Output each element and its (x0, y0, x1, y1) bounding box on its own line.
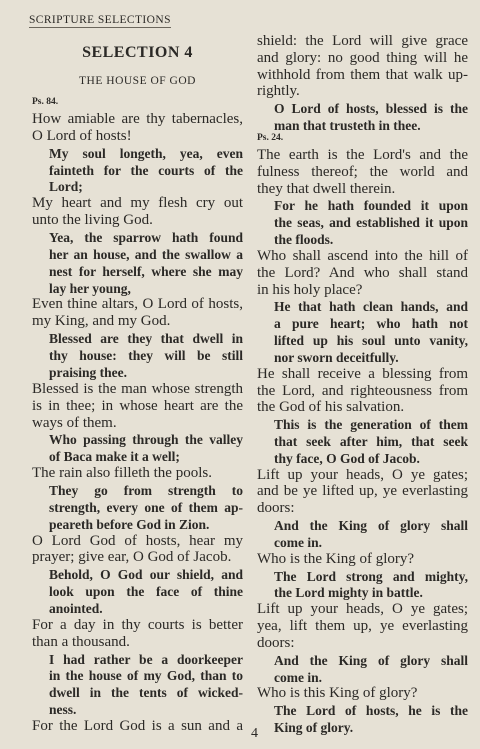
verse-line: fulness thereof; the world and (257, 163, 468, 180)
verse-response-line: peareth before God in Zion. (49, 516, 210, 532)
verse-line: O Lord of hosts! (32, 127, 132, 144)
verse-response-line: a pure heart; who hath not (274, 316, 468, 332)
verse-line: prayer; give ear, O God of Jacob. (32, 549, 232, 566)
verse-line: rightly. (257, 83, 300, 100)
verse-response-line: nor sworn deceitfully. (274, 349, 399, 365)
verse-response-line: The Lord strong and mighty, (274, 568, 468, 584)
verse-response-line: Lord; (49, 179, 83, 195)
verse-line: Even thine altars, O Lord of hosts, (32, 296, 243, 313)
verse-response-line: This is the generation of them (274, 417, 468, 433)
verse-response-line: thy house: they will be still (49, 348, 243, 364)
verse-response-line: For he hath founded it upon (274, 198, 468, 214)
verse-response-line: the seas, and established it upon (274, 215, 468, 231)
verse-line: they that dwell therein. (257, 180, 396, 197)
verse-line: For a day in thy courts is better (32, 616, 243, 633)
verse-line: the God of his salvation. (257, 399, 405, 416)
verse-line: My heart and my flesh cry out (32, 195, 243, 212)
verse-response-line: Yea, the sparrow hath found (49, 230, 243, 246)
verse-line: and glory: no good thing will he (257, 49, 468, 66)
verse-response-line: He that hath clean hands, and (274, 299, 468, 315)
verse-response-line: of Baca make it a well; (49, 449, 180, 465)
verse-response-line: the floods. (274, 232, 334, 248)
psalm-reference: Ps. 24. (257, 132, 284, 143)
verse-response-line: come in. (274, 669, 322, 685)
verse-response-line: come in. (274, 534, 322, 550)
verse-response-line: The Lord of hosts, he is the (274, 703, 468, 719)
verse-line: is in thee; in whose heart are the (32, 397, 243, 414)
verse-response-line: King of glory. (274, 720, 354, 735)
verse-response-line: Who passing through the valley (49, 432, 243, 448)
verse-line: and be ye lifted up, ye everlasting (257, 483, 468, 500)
verse-line: my King, and my God. (32, 313, 171, 330)
verse-line: the Lord? And who shall stand (257, 264, 468, 281)
verse-line: shield: the Lord will give grace (257, 33, 468, 49)
verse-response-line: And the King of glory shall (274, 518, 468, 534)
selection-title: SELECTION 4 (82, 44, 193, 61)
verse-response-line: her an house, and the swallow a (49, 246, 243, 262)
verse-response-line: lifted up his soul unto vanity, (274, 333, 468, 349)
verse-response-line: My soul longeth, yea, even (49, 145, 243, 161)
verse-line: Lift up your heads, O ye gates; (257, 466, 468, 483)
verse-line: How amiable are thy tabernacles, (32, 111, 243, 127)
verse-line: Who shall ascend into the hill of (257, 247, 468, 264)
verse-line: The rain also filleth the pools. (32, 465, 212, 482)
verse-line: than a thousand. (32, 633, 130, 650)
verse-response-line: lay her young, (49, 280, 131, 296)
page-number: 4 (251, 726, 258, 741)
running-head: SCRIPTURE SELECTIONS (29, 14, 171, 26)
verse-line: yea, lift them up, ye everlasting (257, 618, 468, 635)
verse-line: O Lord God of hosts, hear my (32, 532, 243, 549)
verse-response-line: O Lord of hosts, blessed is the (274, 101, 468, 117)
verse-response-line: praising thee. (49, 364, 128, 380)
verse-response-line: the Lord mighty in battle. (274, 585, 423, 601)
verse-response-line: Blessed are they that dwell in (49, 331, 243, 347)
verse-line: The earth is the Lord's and the (257, 146, 468, 163)
verse-line: Lift up your heads, O ye gates; (257, 601, 468, 618)
verse-response-line: man that trusteth in thee. (274, 118, 421, 134)
selection-subtitle: THE HOUSE OF GOD (79, 75, 196, 87)
verse-response-line: anointed. (49, 600, 103, 616)
verse-line: doors: (257, 634, 295, 651)
psalm-reference: Ps. 84. (32, 97, 59, 107)
verse-line: Who is the King of glory? (257, 550, 415, 567)
verse-response-line: fainteth for the courts of the (49, 162, 243, 178)
verse-response-line: thy face, O God of Jacob. (274, 450, 420, 466)
verse-line: unto the living God. (32, 212, 153, 229)
verse-line: Who is this King of glory? (257, 685, 418, 702)
verse-response-line: And the King of glory shall (274, 652, 468, 668)
verse-line: withhold from them that walk up- (257, 66, 468, 83)
verse-line: ways of them. (32, 414, 117, 431)
verse-response-line: nest for herself, where she may (49, 263, 243, 279)
verse-response-line: I had rather be a doorkeeper (49, 651, 243, 667)
verse-line: the Lord, and righteousness from (257, 382, 468, 399)
verse-line: He shall receive a blessing from (257, 365, 468, 382)
verse-response-line: dwell in the tents of wicked- (49, 685, 243, 701)
verse-line: Blessed is the man whose strength (32, 380, 243, 397)
verse-line: For the Lord God is a sun and a (32, 718, 243, 734)
verse-line: doors: (257, 500, 295, 517)
verse-response-line: look upon the face of thine (49, 584, 243, 600)
verse-response-line: ness. (49, 702, 77, 718)
verse-response-line: strength, every one of them ap- (49, 499, 243, 515)
verse-response-line: that seek after him, that seek (274, 433, 468, 449)
verse-line: in his holy place? (257, 281, 363, 298)
verse-response-line: They go from strength to (49, 482, 243, 498)
verse-response-line: Behold, O God our shield, and (49, 567, 243, 583)
verse-response-line: in the house of my God, than to (49, 668, 243, 684)
